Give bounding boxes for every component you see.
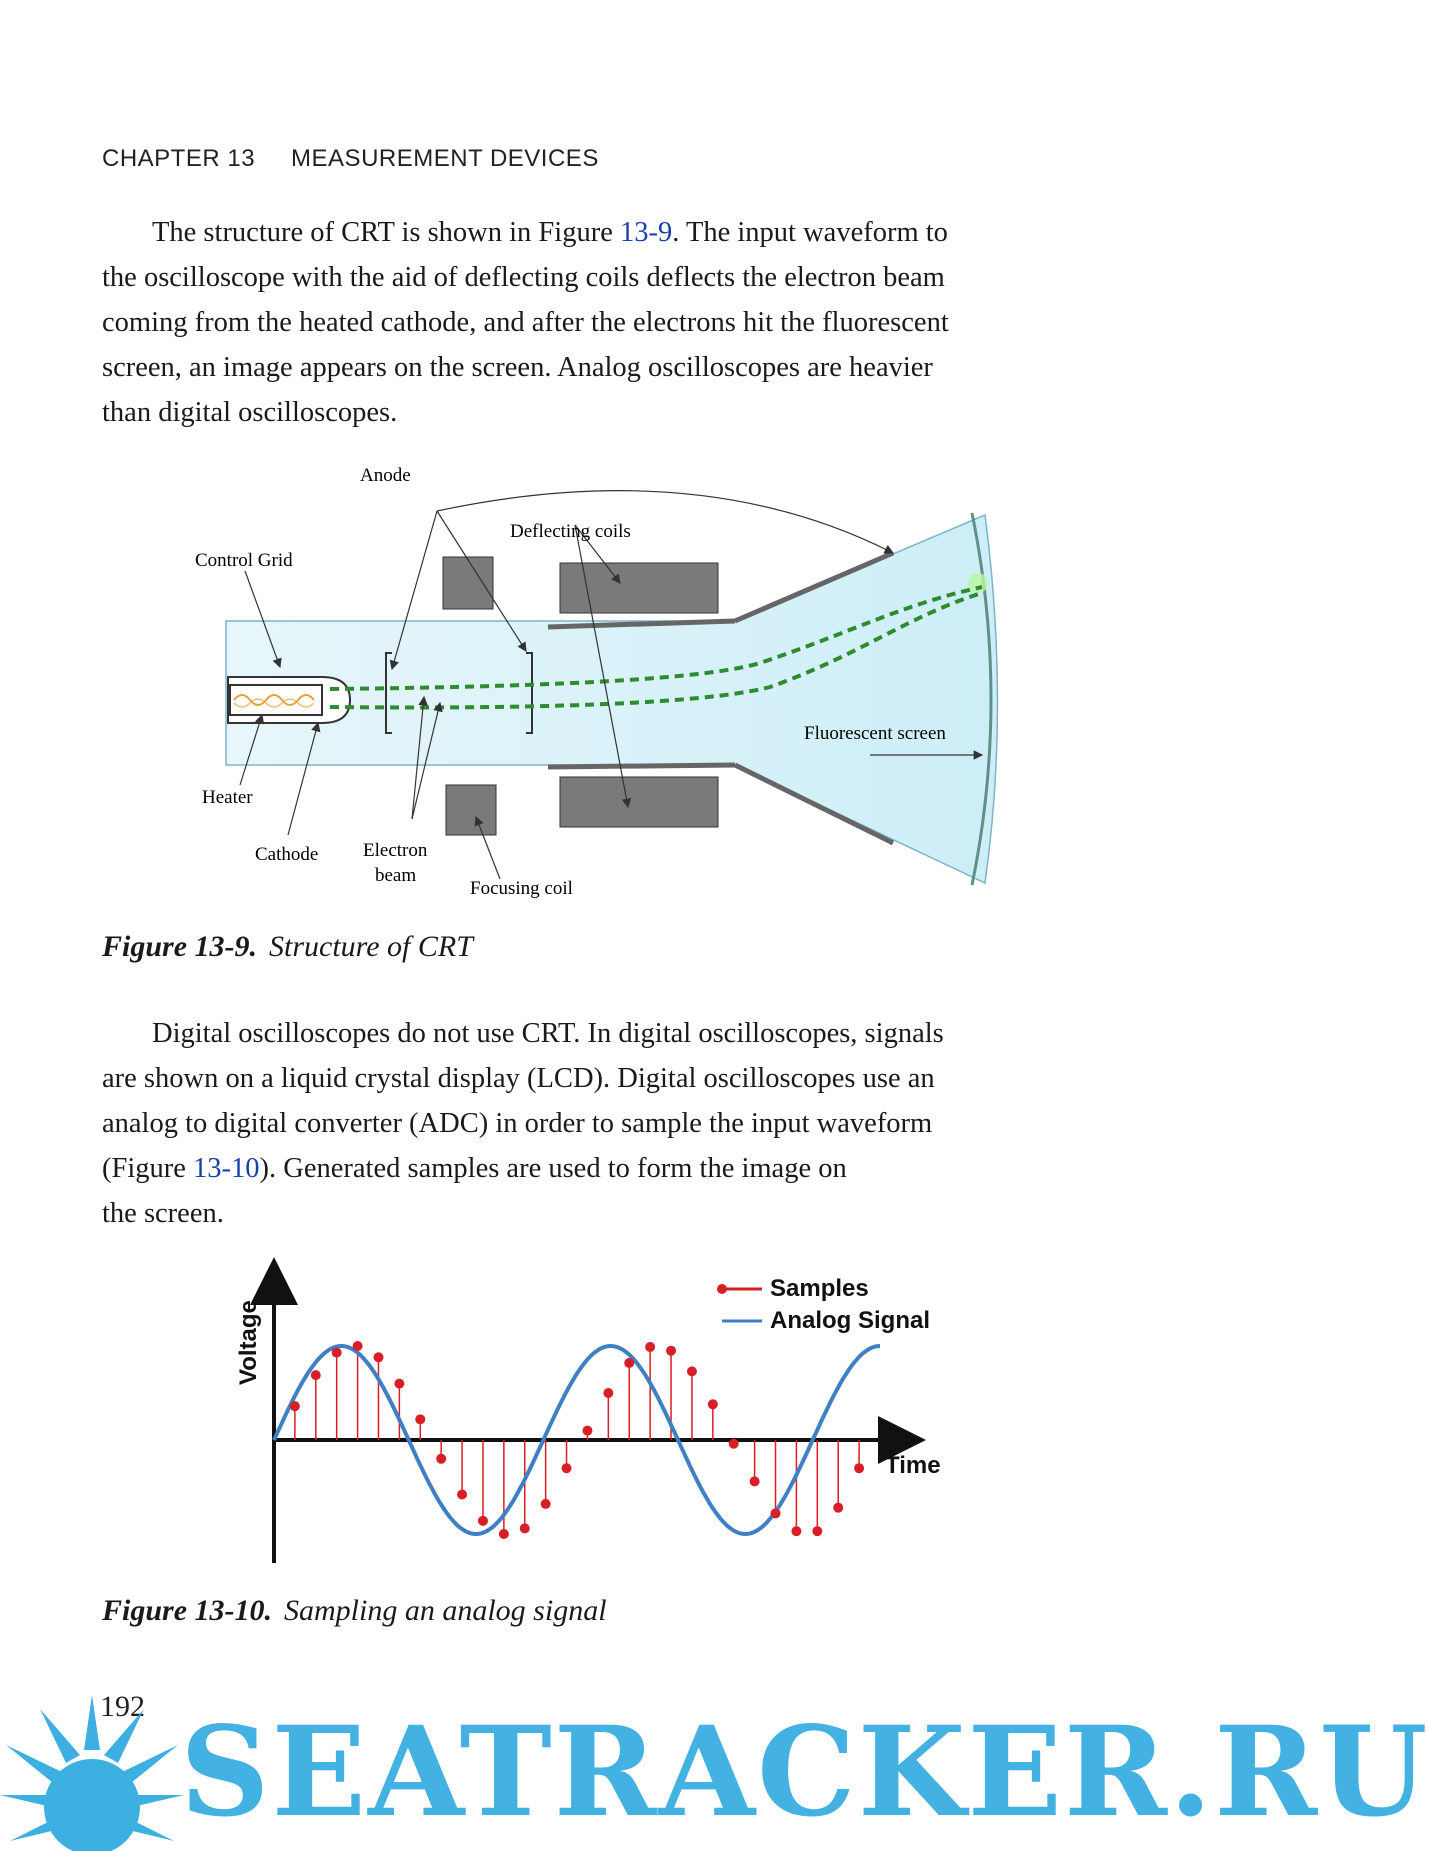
para1-line3: coming from the heated cathode, and after the electrons hit the fluorescent [102,307,949,338]
caption-number: Figure 13-9. [102,930,258,963]
caption-text: Sampling an analog signal [284,1594,607,1627]
sample-point [812,1526,822,1536]
sample-point [624,1358,634,1368]
sample-point [373,1352,383,1362]
label-beam: beam [375,865,417,886]
para2-line3: analog to digital converter (ADC) in order to sample the input waveform [102,1108,933,1139]
paragraph-crt [102,210,1102,435]
figure-13-9-caption [102,930,473,964]
label-heater: Heater [202,787,253,808]
running-header [102,145,599,173]
sample-point [582,1426,592,1436]
legend [717,1275,930,1334]
sample-point [499,1529,509,1539]
figure-13-10-link[interactable]: 13-10 [193,1153,260,1184]
label-control-grid: Control Grid [195,550,293,571]
sample-point [687,1366,697,1376]
sample-point [771,1508,781,1518]
sample-point [415,1414,425,1424]
sample-point [541,1499,551,1509]
focusing-coil-bottom [446,785,496,835]
sample-point [854,1463,864,1473]
sample-point [708,1399,718,1409]
paragraph-digital [102,1011,1102,1236]
sample-point [311,1370,321,1380]
heater-element [230,685,322,715]
para1-line4: screen, an image appears on the screen. Analog oscilloscopes are heavier [102,352,933,383]
sample-point [603,1388,613,1398]
para2-line5: the screen. [102,1198,224,1229]
sample-point [729,1439,739,1449]
deflecting-coil-bottom [560,777,718,827]
sample-point [478,1516,488,1526]
sample-point [436,1454,446,1464]
sample-point [833,1503,843,1513]
para2-line4: (Figure 13-10). Generated samples are used to form the image on [102,1153,847,1184]
sample-point [666,1346,676,1356]
label-deflecting-coils: Deflecting coils [510,521,631,542]
label-fluorescent-screen: Fluorescent screen [804,723,946,744]
anode-plate-bottom [548,765,735,767]
para2-line1: Digital oscilloscopes do not use CRT. In digital oscilloscopes, signals [152,1018,944,1049]
sample-point [353,1341,363,1351]
caption-number: Figure 13-10. [102,1594,273,1627]
sample-point [457,1490,467,1500]
y-axis-label: Voltage [235,1300,262,1385]
caption-text: Structure of CRT [269,930,473,963]
section-title: MEASUREMENT DEVICES [291,145,599,172]
label-electron: Electron [363,840,428,861]
sample-point [332,1348,342,1358]
para1-line2: the oscilloscope with the aid of deflecting coils deflects the electron beam [102,262,945,293]
label-anode: Anode [360,465,411,486]
x-axis-label: Time [885,1452,941,1479]
sample-point [562,1463,572,1473]
watermark-sun-logo [0,1695,190,1851]
label-focusing-coil: Focusing coil [470,878,573,899]
legend-signal-label: Analog Signal [770,1307,931,1334]
beam-spot [968,573,988,593]
chapter-label: CHAPTER 13 [102,145,256,172]
focusing-coil-top [443,557,493,609]
sampling-chart [0,1255,1221,1575]
figure-13-10-caption [102,1594,607,1628]
para1-line5: than digital oscilloscopes. [102,397,398,428]
para1-line1: The structure of CRT is shown in Figure 13-9. The input waveform to [152,217,948,248]
para2-line2: are shown on a liquid crystal display (LCD). Digital oscilloscopes use an [102,1063,935,1094]
sample-point [394,1379,404,1389]
label-cathode: Cathode [255,844,319,865]
legend-samples-marker [717,1284,727,1294]
sample-point [290,1401,300,1411]
sample-point [791,1526,801,1536]
sample-point [750,1476,760,1486]
figure-13-9-link[interactable]: 13-9 [619,217,673,248]
sample-point [645,1342,655,1352]
sample-point [520,1523,530,1533]
legend-samples-label: Samples [770,1275,869,1302]
watermark: SEATRACKER.RU [180,1700,1429,1845]
page-number: 192 [100,1690,145,1723]
crt-diagram [0,455,1221,905]
